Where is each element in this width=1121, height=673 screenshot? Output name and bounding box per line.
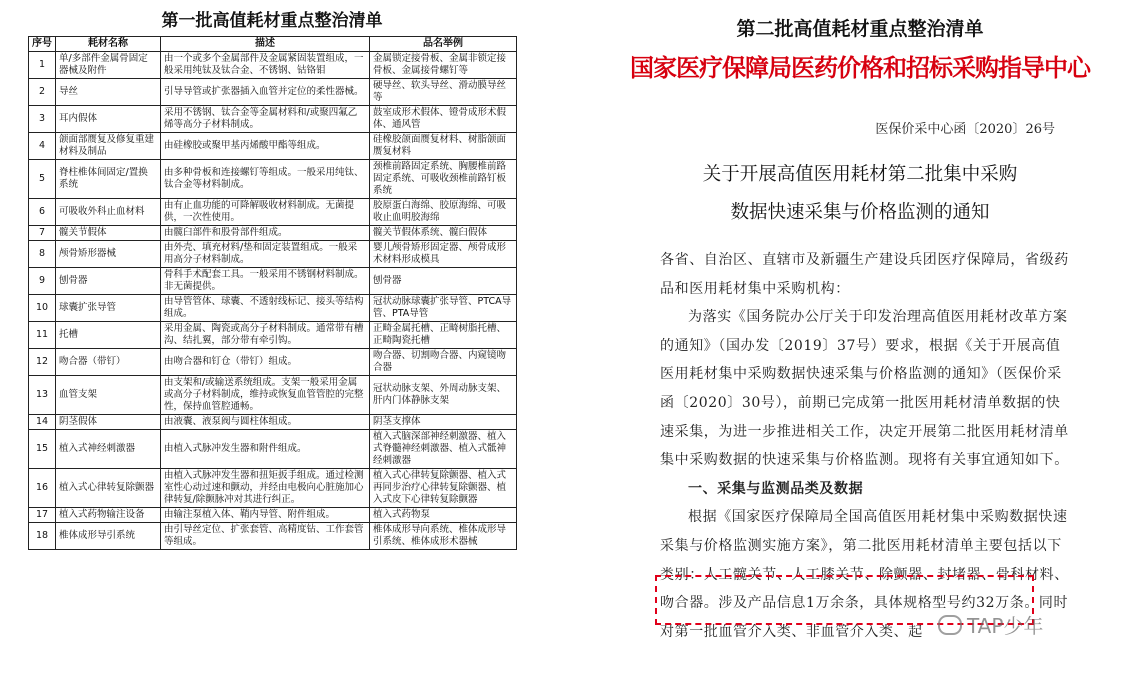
cell-example: 硅橡胶颌面赝复材料、树脂颌面赝复材料 (370, 133, 517, 160)
cell-name: 脊柱椎体间固定/置换系统 (56, 160, 161, 199)
cell-name: 吻合器（带钉） (56, 349, 161, 376)
cell-no: 1 (29, 52, 56, 79)
wechat-icon (938, 615, 962, 635)
table-row (29, 508, 517, 523)
cell-no: 7 (29, 226, 56, 241)
cell-example: 硬导丝、软头导丝、滑动膜导丝等 (370, 79, 517, 106)
right-panel (625, 0, 1095, 673)
header-no: 序号 (29, 37, 56, 52)
cell-no: 5 (29, 160, 56, 199)
cell-no: 13 (29, 376, 56, 415)
salutation: 各省、自治区、直辖市及新疆生产建设兵团医疗保障局，省级药品和医用耗材集中采购机构： (660, 252, 1069, 297)
cell-example: 婴儿颅骨矫形固定器、颅骨成形术材料形成模具 (370, 241, 517, 268)
cell-name: 阴茎假体 (56, 415, 161, 430)
table-row (29, 469, 517, 508)
table-header-row (29, 37, 517, 52)
table-row (29, 133, 517, 160)
table-row (29, 349, 517, 376)
cell-name: 刨骨器 (56, 268, 161, 295)
cell-example: 植入式脑深部神经刺激器、植入式脊髓神经刺激器、植入式骶神经刺激器 (370, 430, 517, 469)
notice-heading-line2: 数据快速采集与价格监测的通知 (730, 202, 990, 223)
cell-desc: 骨科手术配套工具。一般采用不锈钢材料制成。非无菌提供。 (161, 268, 370, 295)
cell-desc: 由植入式脉冲发生器和扭矩扳手组成。通过检测室性心动过速和颤动，并经由电极向心脏施加心律转复/除颤脉冲对其进行纠正。 (161, 469, 370, 508)
cell-name: 托槽 (56, 322, 161, 349)
cell-no: 15 (29, 430, 56, 469)
cell-name: 髋关节假体 (56, 226, 161, 241)
cell-desc: 引导导管或扩张器插入血管并定位的柔性器械。 (161, 79, 370, 106)
cell-name: 椎体成形导引系统 (56, 523, 161, 550)
right-title: 第二批高值耗材重点整治清单 (736, 18, 984, 40)
cell-desc: 由输注泵植入体、鞘内导管、附件组成。 (161, 508, 370, 523)
left-panel (28, 6, 516, 550)
table-row (29, 295, 517, 322)
cell-no: 11 (29, 322, 56, 349)
table-row (29, 160, 517, 199)
cell-desc: 由多种骨板和连接螺钉等组成。一般采用纯钛、钛合金等材料制成。 (161, 160, 370, 199)
cell-example: 胶原蛋白海绵、胶原海绵、可吸收止血明胶海绵 (370, 199, 517, 226)
cell-desc: 由外壳、填充材料/垫和固定装置组成。一般采用高分子材料制成。 (161, 241, 370, 268)
cell-name: 植入式心律转复除颤器 (56, 469, 161, 508)
table-row (29, 415, 517, 430)
cell-desc: 由一个或多个金属部件及金属紧固装置组成，一般采用纯钛及钛合金、不锈钢、钴铬钼 (161, 52, 370, 79)
header-example: 品名举例 (370, 37, 517, 52)
cell-desc: 由植入式脉冲发生器和附件组成。 (161, 430, 370, 469)
watermark-text: TAP少年 (967, 614, 1044, 638)
cell-example: 刨骨器 (370, 268, 517, 295)
cell-example: 椎体成形导向系统、椎体成形导引系统、椎体成形术器械 (370, 523, 517, 550)
table-row (29, 199, 517, 226)
table-row (29, 79, 517, 106)
table-body (29, 52, 517, 550)
cell-name: 颅骨矫形器械 (56, 241, 161, 268)
table-row (29, 376, 517, 415)
cell-name: 血管支架 (56, 376, 161, 415)
table-row (29, 268, 517, 295)
table-row (29, 322, 517, 349)
cell-name: 植入式神经刺激器 (56, 430, 161, 469)
cell-no: 16 (29, 469, 56, 508)
cell-name: 单/多部件金属骨固定器械及附件 (56, 52, 161, 79)
cell-no: 18 (29, 523, 56, 550)
cell-desc: 由髋臼部件和股骨部件组成。 (161, 226, 370, 241)
org-name: 国家医疗保障局医药价格和招标采购指导中心 (630, 53, 1090, 82)
cell-no: 8 (29, 241, 56, 268)
paragraph-2: 根据《国家医疗保障局全国高值医用耗材集中采购数据快速采集与价格监测实施方案》，第二批医用耗材清单主要包括以下类别：人工髋关节、人工膝关节、除颤器、封堵器、骨科材料、吻合器。涉及产品信息1万余条，具体规格型号约32万条。同时对第一批血管介入类、非血管介入类、起 (660, 509, 1069, 640)
cell-desc: 由液囊、液泵阀与圆柱体组成。 (161, 415, 370, 430)
cell-no: 12 (29, 349, 56, 376)
table-row (29, 430, 517, 469)
paragraph-1: 为落实《国务院办公厅关于印发治理高值医用耗材改革方案的通知》（国办发〔2019〕37号）要求，根据《关于开展高值医用耗材集中采购数据快速采集与价格监测的通知》（医保价采函〔2020〕30号），前期已完成第一批医用耗材清单数据的快速采集，为进一步推进相关工作，决定开展第二批医用耗材清单集中采购数据的快速采集与价格监测。现将有关事宜通知如下。 (660, 309, 1069, 469)
cell-desc: 由硅橡胶或聚甲基丙烯酸甲酯等组成。 (161, 133, 370, 160)
cell-name: 颌面部赝复及修复重建材料及制品 (56, 133, 161, 160)
cell-desc: 由吻合器和钉仓（带钉）组成。 (161, 349, 370, 376)
catalog-table (28, 36, 517, 550)
cell-desc: 由支架和/或输送系统组成。支架一般采用金属或高分子材料制成，维持或恢复血管管腔的完整性，保持血管腔通畅。 (161, 376, 370, 415)
cell-example: 金属锁定接骨板、金属非锁定接骨板、金属接骨螺钉等 (370, 52, 517, 79)
cell-no: 2 (29, 79, 56, 106)
doc-number: 医保价采中心函〔2020〕26号 (875, 122, 1055, 137)
cell-example: 颈椎前路固定系统、胸腰椎前路固定系统、可吸收颈椎前路钉板系统 (370, 160, 517, 199)
cell-no: 17 (29, 508, 56, 523)
cell-name: 可吸收外科止血材料 (56, 199, 161, 226)
section-heading: 一、采集与监测品类及数据 (688, 480, 864, 497)
table-row (29, 523, 517, 550)
cell-example: 吻合器、切割吻合器、内窥镜吻合器 (370, 349, 517, 376)
table-row (29, 106, 517, 133)
cell-example: 正畸金属托槽、正畸树脂托槽、正畸陶瓷托槽 (370, 322, 517, 349)
table-row (29, 241, 517, 268)
cell-example: 髋关节假体系统、髋臼假体 (370, 226, 517, 241)
cell-name: 导丝 (56, 79, 161, 106)
cell-name: 耳内假体 (56, 106, 161, 133)
table-row (29, 52, 517, 79)
cell-desc: 采用不锈钢、钛合金等金属材料和/或聚四氟乙烯等高分子材料制成。 (161, 106, 370, 133)
cell-name: 球囊扩张导管 (56, 295, 161, 322)
cell-desc: 由有止血功能的可降解吸收材料制成。无菌提供，一次性使用。 (161, 199, 370, 226)
cell-example: 鼓室成形术假体、镫骨成形术假体、通风管 (370, 106, 517, 133)
cell-no: 3 (29, 106, 56, 133)
left-title: 第一批高值耗材重点整治清单 (161, 11, 383, 31)
header-name: 耗材名称 (56, 37, 161, 52)
cell-example: 植入式药物泵 (370, 508, 517, 523)
notice-heading-line1: 关于开展高值医用耗材第二批集中采购 (702, 164, 1018, 185)
cell-no: 6 (29, 199, 56, 226)
cell-no: 9 (29, 268, 56, 295)
cell-desc: 采用金属、陶瓷或高分子材料制成。通常带有槽沟、结扎翼，部分带有牵引钩。 (161, 322, 370, 349)
header-desc: 描述 (161, 37, 370, 52)
cell-example: 冠状动脉支架、外周动脉支架、肝内门体静脉支架 (370, 376, 517, 415)
cell-example: 冠状动脉球囊扩张导管、PTCA导管、PTA导管 (370, 295, 517, 322)
cell-no: 14 (29, 415, 56, 430)
watermark (938, 610, 1043, 639)
cell-example: 植入式心律转复除颤器、植入式再同步治疗心律转复除颤器、植入式皮下心律转复除颤器 (370, 469, 517, 508)
cell-example: 阴茎支撑体 (370, 415, 517, 430)
cell-desc: 由导管管体、球囊、不透射线标记、接头等结构组成。 (161, 295, 370, 322)
table-row (29, 226, 517, 241)
cell-name: 植入式药物输注设备 (56, 508, 161, 523)
cell-no: 10 (29, 295, 56, 322)
cell-desc: 由引导丝定位、扩张套管、高精度钻、工作套管等组成。 (161, 523, 370, 550)
cell-no: 4 (29, 133, 56, 160)
